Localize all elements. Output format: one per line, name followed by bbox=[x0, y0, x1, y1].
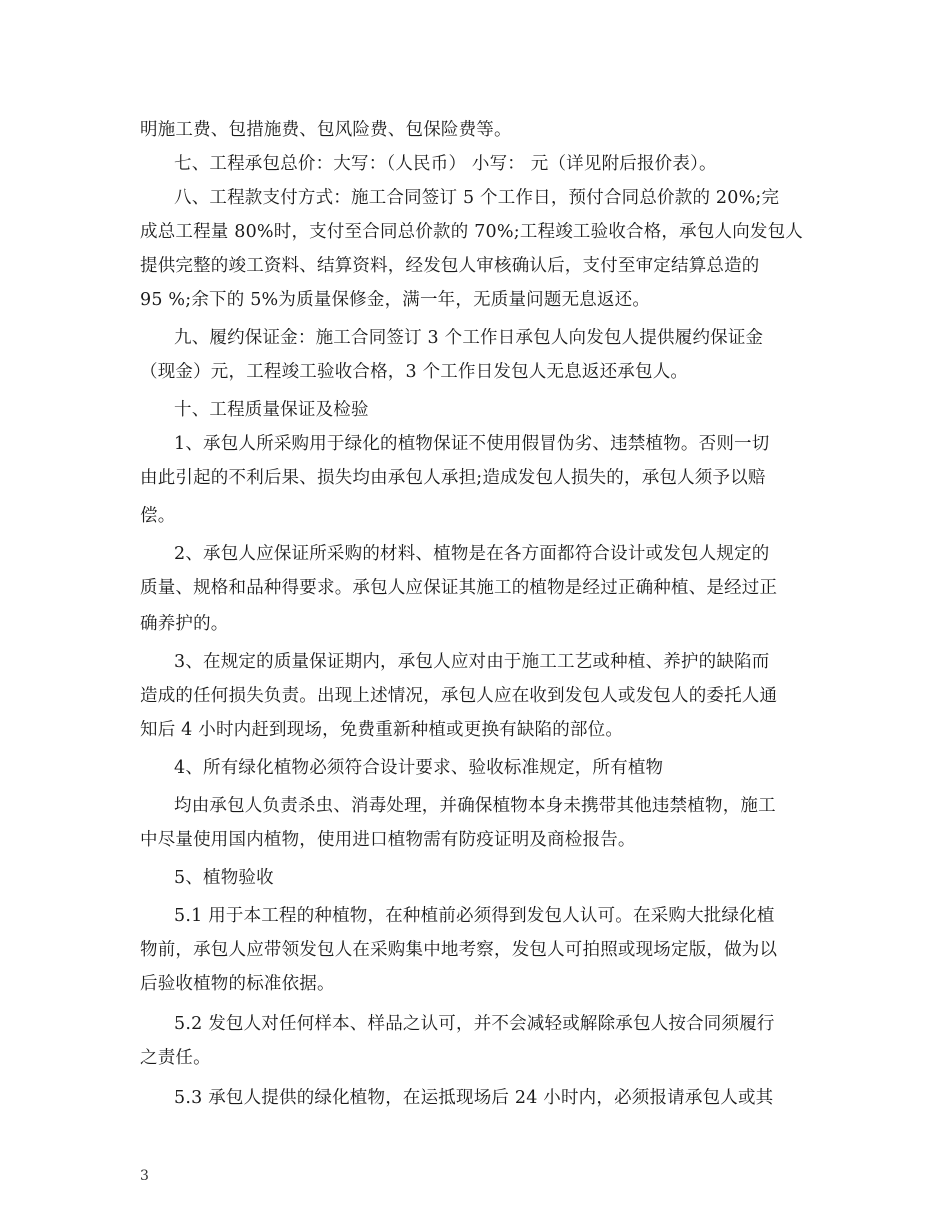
text-line: 八、工程款支付方式：施工合同签订 5 个工作日，预付合同总价款的 20%;完 bbox=[174, 188, 780, 208]
text-line: 由此引起的不利后果、损失均由承包人承担;造成发包人损失的，承包人须予以赔 bbox=[140, 468, 766, 488]
text-line: 提供完整的竣工资料、结算资料，经发包人审核确认后，支付至审定结算总造的 bbox=[140, 256, 760, 276]
page-number: 3 bbox=[140, 1168, 149, 1184]
text-line: （现金）元，工程竣工验收合格，3 个工作日发包人无息返还承包人。 bbox=[140, 362, 689, 382]
text-line: 均由承包人负责杀虫、消毒处理，并确保植物本身未携带其他违禁植物，施工 bbox=[174, 796, 776, 816]
text-line: 2、承包人应保证所采购的材料、植物是在各方面都符合设计或发包人规定的 bbox=[174, 544, 770, 564]
text-line: 七、工程承包总价：大写：（人民币） 小写： 元（详见附后报价表）。 bbox=[174, 154, 717, 174]
section-heading: 5、植物验收 bbox=[174, 868, 274, 888]
text-line: 物前，承包人应带领发包人在采购集中地考察，发包人可拍照或现场定版，做为以 bbox=[140, 940, 778, 960]
text-line: 中尽量使用国内植物，使用进口植物需有防疫证明及商检报告。 bbox=[140, 830, 636, 850]
text-line: 确养护的。 bbox=[140, 614, 229, 634]
text-line: 偿。 bbox=[140, 506, 176, 526]
text-line: 4、所有绿化植物必须符合设计要求、验收标准规定，所有植物 bbox=[174, 758, 664, 778]
text-line: 5.2 发包人对任何样本、样品之认可，并不会减轻或解除承包人按合同须履行 bbox=[174, 1014, 775, 1034]
text-line: 3、在规定的质量保证期内，承包人应对由于施工工艺或种植、养护的缺陷而 bbox=[174, 652, 770, 672]
text-line: 1、承包人所采购用于绿化的植物保证不使用假冒伪劣、违禁植物。否则一切 bbox=[174, 434, 770, 454]
text-line: 95 %;余下的 5%为质量保修金，满一年，无质量问题无息返还。 bbox=[140, 290, 651, 310]
section-heading: 十、工程质量保证及检验 bbox=[174, 400, 369, 420]
text-line: 成总工程量 80%时，支付至合同总价款的 70%;工程竣工验收合格，承包人向发包人 bbox=[140, 222, 804, 242]
text-line: 5.1 用于本工程的种植物，在种植前必须得到发包人认可。在采购大批绿化植 bbox=[174, 906, 775, 926]
text-line: 造成的任何损失负责。出现上述情况，承包人应在收到发包人或发包人的委托人通 bbox=[140, 686, 778, 706]
text-line: 5.3 承包人提供的绿化植物，在运抵现场后 24 小时内，必须报请承包人或其 bbox=[174, 1088, 774, 1108]
text-line: 九、履约保证金：施工合同签订 3 个工作日承包人向发包人提供履约保证金 bbox=[174, 328, 764, 348]
text-line: 质量、规格和品种得要求。承包人应保证其施工的植物是经过正确种植、是经过正 bbox=[140, 578, 778, 598]
text-line: 知后 4 小时内赶到现场，免费重新种植或更换有缺陷的部位。 bbox=[140, 720, 624, 740]
text-line: 明施工费、包措施费、包风险费、包保险费等。 bbox=[140, 120, 512, 140]
text-line: 后验收植物的标准依据。 bbox=[140, 974, 335, 994]
text-line: 之责任。 bbox=[140, 1048, 211, 1068]
